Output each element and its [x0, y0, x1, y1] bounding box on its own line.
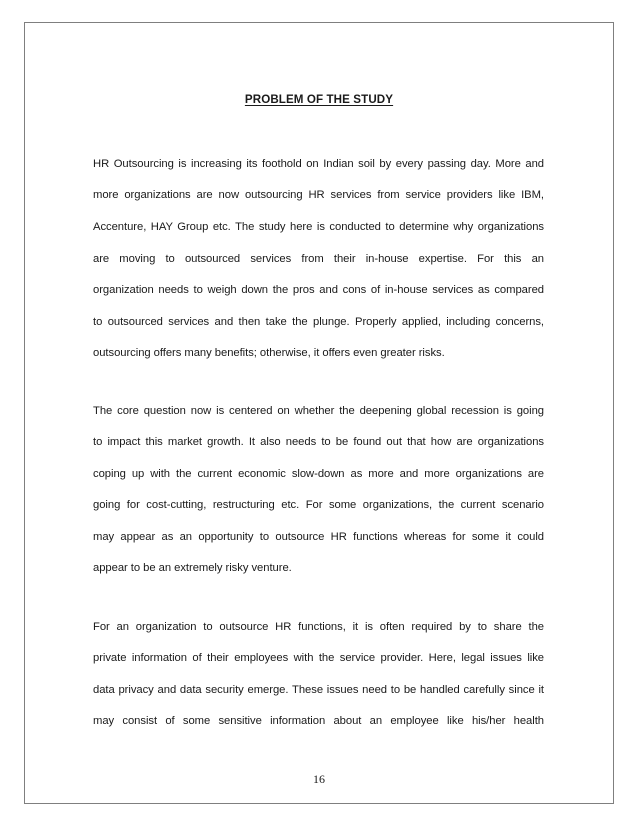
paragraph-1-line-1: HR Outsourcing is increasing its foothold on Indian soil by every passing day. More and [93, 158, 544, 170]
page-title: PROBLEM OF THE STUDY [244, 93, 394, 106]
paragraph-1-line-5: organization needs to weigh down the pros and cons of in-house services as compared [93, 284, 544, 296]
paragraph-1-line-7: outsourcing offers many benefits; otherwise, it offers even greater risks. [93, 347, 445, 359]
paragraph-2-line-5: may appear as an opportunity to outsource HR functions whereas for some it could [93, 531, 544, 543]
paragraph-2-line-3: coping up with the current economic slow-down as more and more organizations are [93, 468, 544, 480]
paragraph-1-line-6: to outsourced services and then take the plunge. Properly applied, including concerns, [93, 316, 544, 328]
paragraph-3-line-4: may consist of some sensitive information about an employee like his/her health [93, 715, 544, 727]
paragraph-2-line-2: to impact this market growth. It also needs to be found out that how are organizations [93, 436, 544, 448]
paragraph-3-line-2: private information of their employees with the service provider. Here, legal issues like [93, 652, 544, 664]
paragraph-1-line-3: Accenture, HAY Group etc. The study here is conducted to determine why organizations [93, 221, 544, 233]
paragraph-1-line-4: are moving to outsourced services from their in-house expertise. For this an [93, 253, 544, 265]
paragraph-1-line-2: more organizations are now outsourcing HR services from service providers like IBM, [93, 189, 544, 201]
paragraph-2-line-6: appear to be an extremely risky venture. [93, 562, 292, 574]
paragraph-3-line-3: data privacy and data security emerge. These issues need to be handled carefully since it [93, 684, 544, 696]
paragraph-3-line-1: For an organization to outsource HR functions, it is often required by to share the [93, 621, 544, 633]
paragraph-2-line-1: The core question now is centered on whether the deepening global recession is going [93, 405, 544, 417]
paragraph-2-line-4: going for cost-cutting, restructuring etc. For some organizations, the current scenario [93, 499, 544, 511]
page-number: 16 [313, 772, 325, 786]
